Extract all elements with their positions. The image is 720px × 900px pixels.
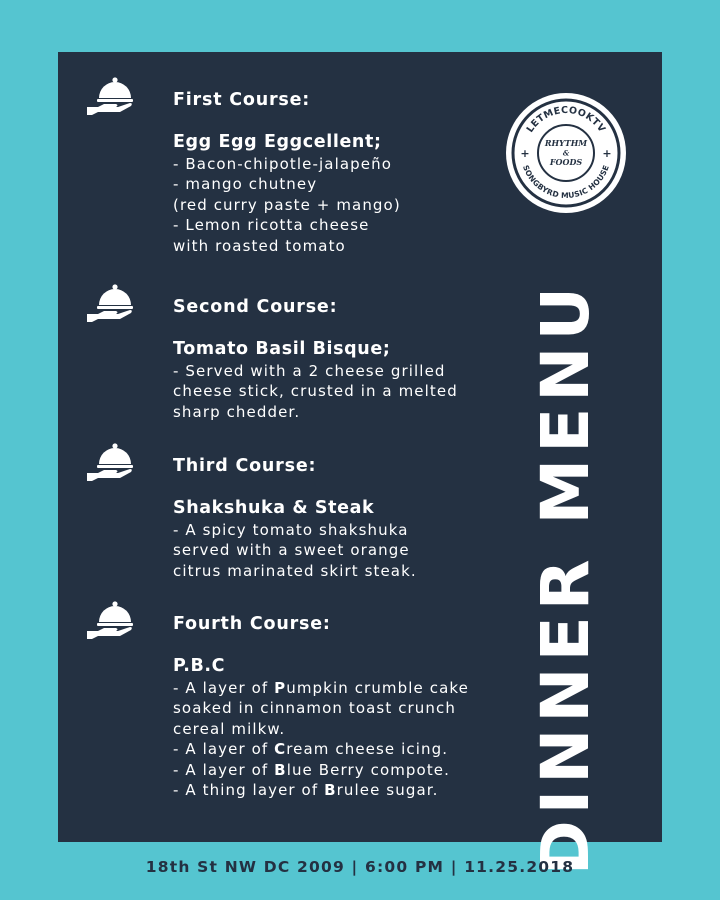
cloche-hand-icon — [86, 442, 136, 486]
description-line: citrus marinated skirt steak. — [173, 561, 417, 580]
description-line: - A layer of Pumpkin crumble cake — [173, 679, 469, 697]
cloche-hand-icon — [86, 283, 136, 327]
dinner-menu-title: DINNER MENU — [527, 280, 604, 876]
cloche-hand-icon — [86, 76, 136, 120]
event-details-footer: 18th St NW DC 2009 | 6:00 PM | 11.25.2018 — [145, 858, 575, 876]
description-line: (red curry paste + mango) — [173, 195, 401, 214]
description-line: - A layer of Blue Berry compote. — [173, 760, 451, 779]
course-title: First Course: — [173, 90, 311, 110]
description-line: with roasted tomato — [173, 236, 346, 255]
dish-name: Tomato Basil Bisque; — [173, 339, 391, 359]
letmecooktv-logo — [505, 92, 627, 214]
description-line: - A layer of Cream cheese icing. — [173, 740, 449, 759]
description-line: - A thing layer of Brulee sugar. — [173, 781, 439, 800]
dish-description — [173, 520, 417, 581]
logo-center-line3: FOODS — [549, 157, 583, 167]
description-line: - A spicy tomato shakshuka — [173, 521, 409, 539]
logo-plus-right: + — [602, 147, 612, 160]
description-line: - Bacon-chipotle-jalapeño — [173, 155, 392, 173]
course-title: Fourth Course: — [173, 614, 331, 634]
description-line: - Lemon ricotta cheese — [173, 216, 370, 235]
dish-description — [173, 678, 469, 800]
dish-description — [173, 361, 458, 422]
logo-center-line1: RHYTHM — [544, 138, 588, 148]
description-line: soaked in cinnamon toast crunch — [173, 699, 456, 718]
description-line: - Served with a 2 cheese grilled — [173, 362, 446, 380]
dish-name: P.B.C — [173, 656, 226, 676]
course-title: Third Course: — [173, 456, 317, 476]
dish-name: Egg Egg Eggcellent; — [173, 132, 382, 152]
description-line: served with a sweet orange — [173, 541, 410, 560]
dish-name: Shakshuka & Steak — [173, 498, 375, 518]
logo-plus-left: + — [520, 147, 530, 160]
description-line: cereal milkw. — [173, 719, 286, 738]
cloche-hand-icon — [86, 600, 136, 644]
logo-top-text: LETMECOOKTV — [524, 104, 608, 135]
description-line: - mango chutney — [173, 175, 318, 194]
logo-bottom-text: SONGBYRD MUSIC HOUSE — [521, 163, 611, 201]
dish-description — [173, 154, 401, 256]
course-title: Second Course: — [173, 297, 338, 317]
logo-center-line2: & — [562, 148, 570, 158]
description-line: cheese stick, crusted in a melted — [173, 382, 458, 401]
description-line: sharp chedder. — [173, 402, 301, 421]
